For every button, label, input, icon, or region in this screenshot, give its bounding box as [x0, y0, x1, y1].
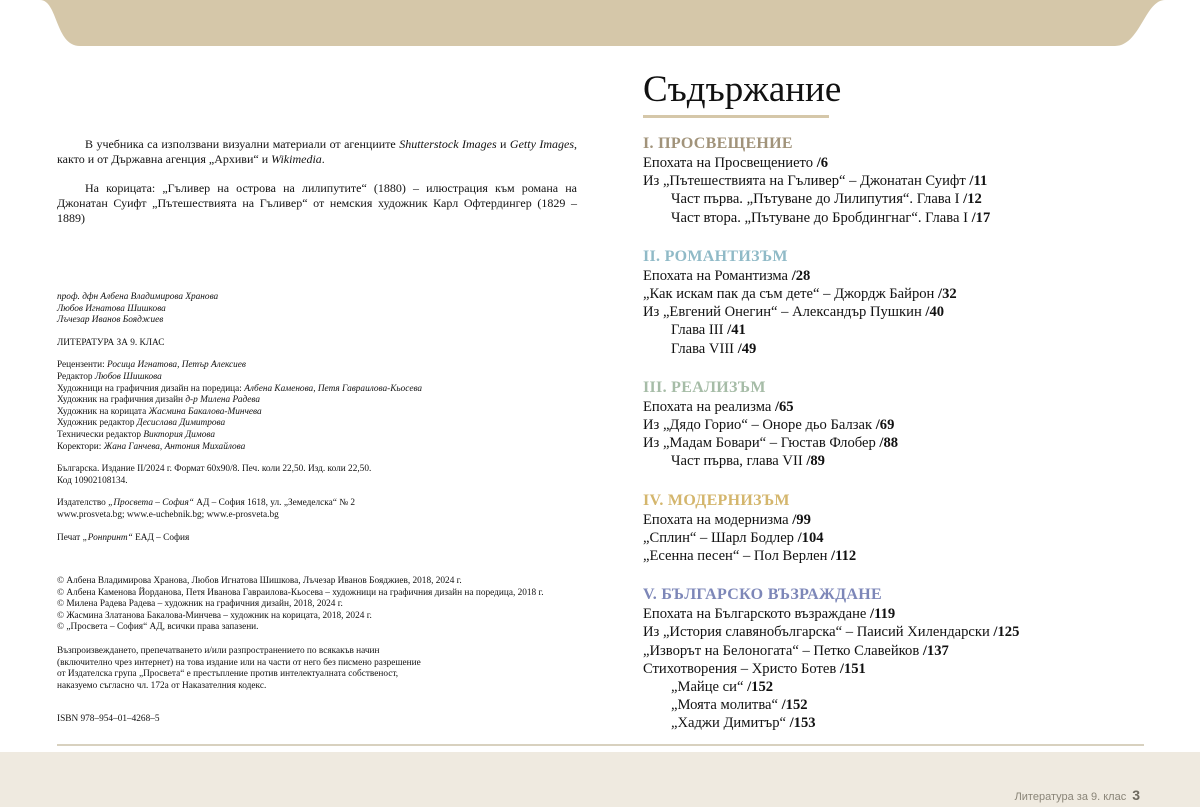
role-name: Любов Шишкова — [94, 371, 162, 382]
role-label: Коректори: — [57, 441, 104, 452]
toc-entry — [643, 321, 1163, 339]
toc-entry — [643, 529, 1163, 547]
toc-section — [643, 585, 1163, 732]
toc-entry — [643, 547, 1163, 565]
author-name — [57, 304, 597, 316]
entry-page-number: /137 — [922, 642, 949, 659]
role-label: Художник на графичния дизайн — [57, 395, 186, 406]
role-label: Художници на графичния дизайн на поредица: — [57, 383, 245, 394]
toc-section — [643, 491, 1163, 566]
entry-page-number: /65 — [774, 398, 794, 415]
entry-title: Из „Пътешествията на Гъливер“ – Джонатан Суифт — [643, 173, 970, 190]
publisher-info: Издателство „Просвета – София“ АД – София 1618, ул. „Земеделска“ № 2 — [57, 498, 356, 509]
copyright-line: © Жасмина Златанова Бакалова-Минчева – художник на корицата, 2018, 2024 г. — [57, 610, 372, 621]
section-title: III. РЕАЛИЗЪМ — [643, 378, 766, 396]
entry-page-number: /125 — [993, 624, 1020, 641]
header-band — [0, 0, 1200, 46]
table-of-contents — [643, 134, 1163, 753]
entry-page-number: /153 — [789, 715, 816, 732]
entry-page-number: /28 — [791, 267, 811, 284]
role-line — [57, 360, 597, 372]
roles-list — [57, 360, 597, 453]
edition-info: Българска. Издание II/2024 г. Формат 60х90/8. Печ. коли 22,50. Изд. коли 22,50. — [57, 464, 372, 475]
entry-title: Епохата на Просвещението — [643, 155, 817, 171]
toc-entry — [643, 605, 1163, 623]
copyright-line: © Албена Каменова Йорданова, Петя Иванова Гавраилова-Кьосева – художници на графичния дизайн на поредица, 2018 г. — [57, 587, 544, 598]
entry-title: „Есенна песен“ – Пол Верлен — [643, 548, 832, 565]
entry-title: Глава VIII — [671, 340, 738, 357]
role-line — [57, 430, 597, 442]
role-label: Художник на корицата — [57, 406, 149, 417]
credits-agencies: В учебника са използвани визуални материали от агенциите Shutterstock Images и Getty Images, както и от Държавна агенция „Архиви“ и Wikimedia. — [57, 137, 577, 166]
entry-page-number: /152 — [747, 679, 774, 696]
entry-page-number: /11 — [969, 173, 988, 190]
role-name: д-р Милена Радева — [185, 395, 261, 406]
entry-page-number: /88 — [879, 435, 899, 452]
entry-page-number: /40 — [925, 304, 945, 321]
role-name: Росица Игнатова, Петър Алексиев — [106, 360, 246, 371]
legal-line: наказуемо съгласно чл. 172а от Наказателния кодекс. — [57, 680, 267, 691]
legal-notice — [57, 646, 597, 692]
entry-title: Епохата на Българското възраждане — [643, 606, 871, 623]
author-name-text: Лъчезар Иванов Бояджиев — [57, 315, 164, 326]
toc-entry — [643, 434, 1163, 452]
entry-page-number: /6 — [816, 155, 829, 171]
page-title: Съдържание — [643, 69, 842, 110]
section-title: IV. МОДЕРНИЗЪМ — [643, 491, 790, 509]
section-title: V. БЪЛГАРСКО ВЪЗРАЖДАНЕ — [643, 586, 882, 604]
role-label: Рецензенти: — [57, 360, 107, 371]
toc-entry — [643, 678, 1163, 696]
toc-entry — [643, 340, 1163, 358]
entry-page-number: /17 — [971, 209, 991, 226]
author-name — [57, 315, 597, 327]
entry-page-number: /12 — [963, 191, 982, 208]
entry-title: Из „Дядо Горио“ – Оноре дьо Балзак — [643, 417, 876, 434]
entry-page-number: /89 — [806, 453, 825, 470]
toc-entry — [643, 511, 1163, 529]
toc-entry — [643, 452, 1163, 470]
entry-page-number: /69 — [875, 417, 895, 434]
entry-title: „Моята молитва“ — [671, 697, 782, 714]
toc-entry — [643, 267, 1163, 285]
toc-entry — [643, 714, 1163, 732]
toc-section — [643, 378, 1163, 471]
page-footer — [1015, 788, 1140, 804]
role-label: Технически редактор — [57, 429, 144, 440]
entry-title: „Как искам пак да съм дете“ – Джордж Байрон — [643, 286, 939, 303]
role-name: Жана Ганчева, Антония Михайлова — [103, 441, 246, 452]
section-title: II. РОМАНТИЗЪМ — [643, 247, 788, 265]
credits-cover: На корицата: „Гъливер на острова на лилипутите“ (1880) – илюстрация към романа на Джонатан Суифт „Пътешествията на Гъливер“ от немския художник Карл Офтердингер (1829 – 1889) — [57, 181, 577, 225]
page-number: 3 — [1132, 787, 1140, 803]
role-name: Албена Каменова, Петя Гавраилова-Кьосева — [244, 383, 423, 394]
entry-title: Из „История славянобългарска“ – Паисий Хилендарски — [643, 624, 994, 641]
toc-entry — [643, 285, 1163, 303]
author-name-text: проф. дфн Албена Владимирова Хранова — [57, 292, 219, 302]
role-line — [57, 372, 597, 384]
role-line — [57, 395, 597, 407]
edition-code: Код 10902108134. — [57, 475, 128, 486]
toc-entry — [643, 416, 1163, 434]
entry-page-number: /112 — [831, 548, 857, 565]
toc-entry — [643, 642, 1163, 660]
entry-title: Епохата на реализма — [643, 398, 775, 415]
toc-entry — [643, 209, 1163, 227]
role-name: Десислава Димитрова — [136, 418, 226, 429]
toc-entry — [643, 172, 1163, 190]
legal-line: Възпроизвеждането, препечатването и/или разпространението по всякакъв начин — [57, 646, 380, 657]
entry-page-number: /152 — [781, 697, 808, 714]
copyright-line: © „Просвета – София“ АД, всички права запазени. — [57, 622, 259, 633]
entry-page-number: /32 — [938, 286, 957, 303]
legal-line: от Издателска група „Просвета“ е престъпление против интелектуалната собственост, — [57, 669, 399, 680]
entry-page-number: /41 — [727, 322, 746, 339]
title-underline — [643, 115, 829, 118]
entry-title: „Хаджи Димитър“ — [671, 715, 790, 732]
role-label: Художник редактор — [57, 418, 137, 429]
toc-entry — [643, 660, 1163, 678]
toc-section — [643, 247, 1163, 358]
legal-line: (включително чрез интернет) на това издание или на части от него без писмено разрешение — [57, 657, 421, 668]
entry-page-number: /99 — [792, 511, 811, 528]
book-title: ЛИТЕРАТУРА ЗА 9. КЛАС — [57, 337, 165, 348]
imprint — [57, 292, 597, 726]
entry-title: Епохата на Романтизма — [643, 267, 792, 284]
entry-title: Глава III — [671, 322, 728, 339]
authors-list — [57, 292, 597, 327]
author-name-text: Любов Игнатова Шишкова — [57, 303, 166, 314]
entry-title: Из „Евгений Онегин“ – Александър Пушкин — [643, 304, 926, 321]
entry-title: „Майце си“ — [671, 679, 748, 696]
entry-page-number: /104 — [797, 529, 824, 546]
copyright-line: © Милена Радева Радева – художник на графичния дизайн, 2018, 2024 г. — [57, 599, 343, 610]
entry-page-number: /151 — [839, 660, 866, 677]
role-name: Жасмина Бакалова-Минчева — [148, 406, 262, 417]
role-line — [57, 442, 597, 454]
isbn: ISBN 978–954–01–4268–5 — [57, 714, 160, 725]
role-line — [57, 418, 597, 430]
entry-page-number: /119 — [870, 606, 896, 623]
entry-title: Част първа, глава VII — [671, 453, 807, 470]
role-name: Виктория Димова — [143, 429, 215, 440]
image-credits — [57, 137, 577, 226]
copyright-line: © Албена Владимирова Хранова, Любов Игнатова Шишкова, Лъчезар Иванов Бояджиев, 2018, 2024 г. — [57, 576, 462, 587]
section-title: I. ПРОСВЕЩЕНИЕ — [643, 135, 793, 152]
print-info: Печат „Ронпринт“ ЕАД – София — [57, 532, 190, 543]
toc-entry — [643, 303, 1163, 321]
entry-title: „Сплин“ – Шарл Бодлер — [643, 529, 798, 546]
footer-book-title: Литература за 9. клас — [1014, 791, 1127, 803]
role-line — [57, 384, 597, 396]
role-line — [57, 407, 597, 419]
entry-title: Стихотворения – Христо Ботев — [643, 660, 840, 677]
entry-title: „Изворът на Белоногата“ – Петко Славейков — [643, 642, 923, 659]
entry-title: Част втора. „Пътуване до Бробдингнаг“. Глава I — [671, 209, 972, 226]
toc-entry — [643, 398, 1163, 416]
role-label: Редактор — [57, 371, 95, 382]
toc-entry — [643, 623, 1163, 641]
toc-entry — [643, 696, 1163, 714]
entry-title: Епохата на модернизма — [643, 511, 793, 528]
entry-page-number: /49 — [737, 340, 757, 357]
publisher-websites: www.prosveta.bg; www.e-uchebnik.bg; www.e-prosveta.bg — [57, 509, 279, 520]
toc-section — [643, 134, 1163, 227]
toc-entry — [643, 190, 1163, 208]
entry-title: Из „Мадам Бовари“ – Гюстав Флобер — [643, 435, 880, 452]
toc-entry — [643, 154, 1163, 172]
copyright-list — [57, 576, 597, 634]
author-name — [57, 292, 597, 304]
entry-title: Част първа. „Пътуване до Лилипутия“. Глава I — [671, 191, 964, 208]
